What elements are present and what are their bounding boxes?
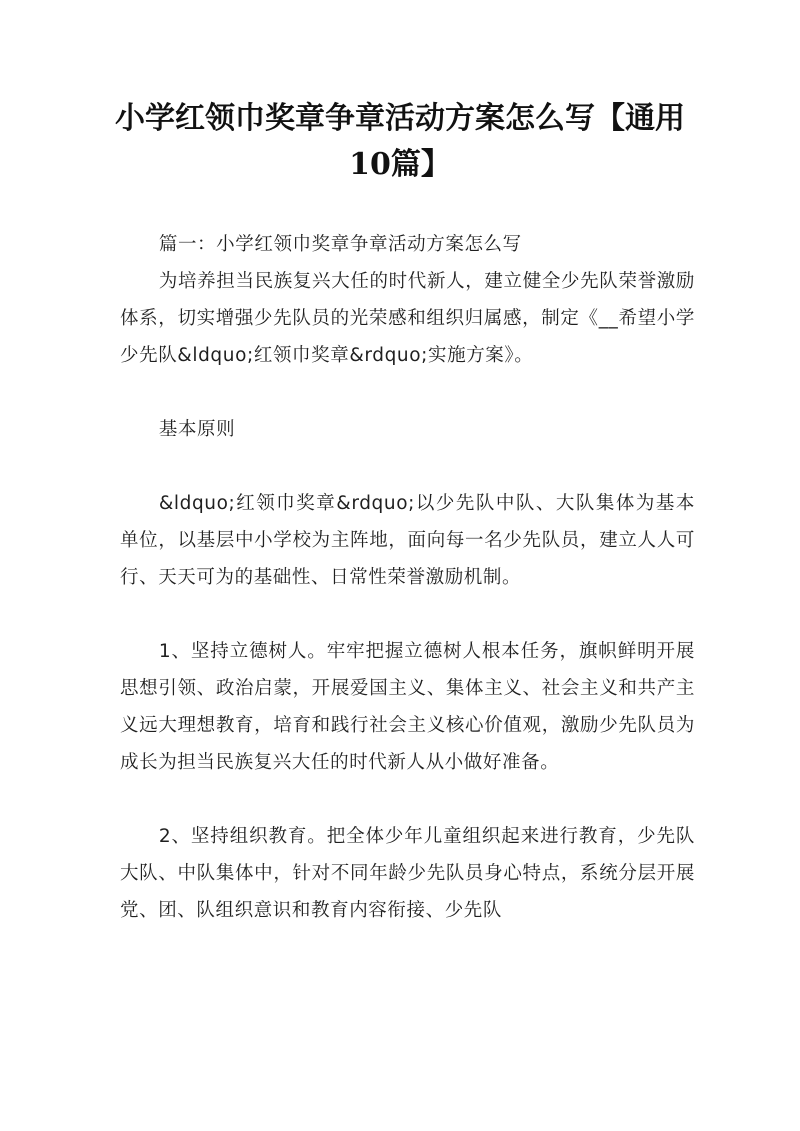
principles-heading: 基本原则 [158, 419, 236, 440]
principles-paragraph: &ldquo;红领巾奖章&rdquo;以少先队中队、大队集体为基本单位，以基层中小学校为主阵地，面向每一名少先队员，建立人人可行、天天可为的基础性、日常性荣誉激励机制。 [120, 493, 695, 588]
principle-1-paragraph: 1、坚持立德树人。牢牢把握立德树人根本任务，旗帜鲜明开展思想引领、政治启蒙，开展爱国主义、集体主义、社会主义和共产主义远大理想教育，培育和践行社会主义核心价值观，激励少先队员为成长为担当民族复兴大任的时代新人从小做好准备。 [120, 641, 695, 773]
intro-paragraph: 为培养担当民族复兴大任的时代新人，建立健全少先队荣誉激励体系，切实增强少先队员的光荣感和组织归属感，制定《__希望小学少先队&ldquo;红领巾奖章&rdquo;实施方案》。 [120, 271, 695, 366]
section-heading: 篇一：小学红领巾奖章争章活动方案怎么写 [158, 234, 522, 255]
document-title: 小学红领巾奖章争章活动方案怎么写【通用10篇】 [115, 101, 685, 182]
principle-2-paragraph: 2、坚持组织教育。把全体少年儿童组织起来进行教育，少先队大队、中队集体中，针对不同年龄少先队员身心特点，系统分层开展党、团、队组织意识和教育内容衔接、少先队 [120, 826, 695, 921]
document-body [120, 226, 695, 929]
